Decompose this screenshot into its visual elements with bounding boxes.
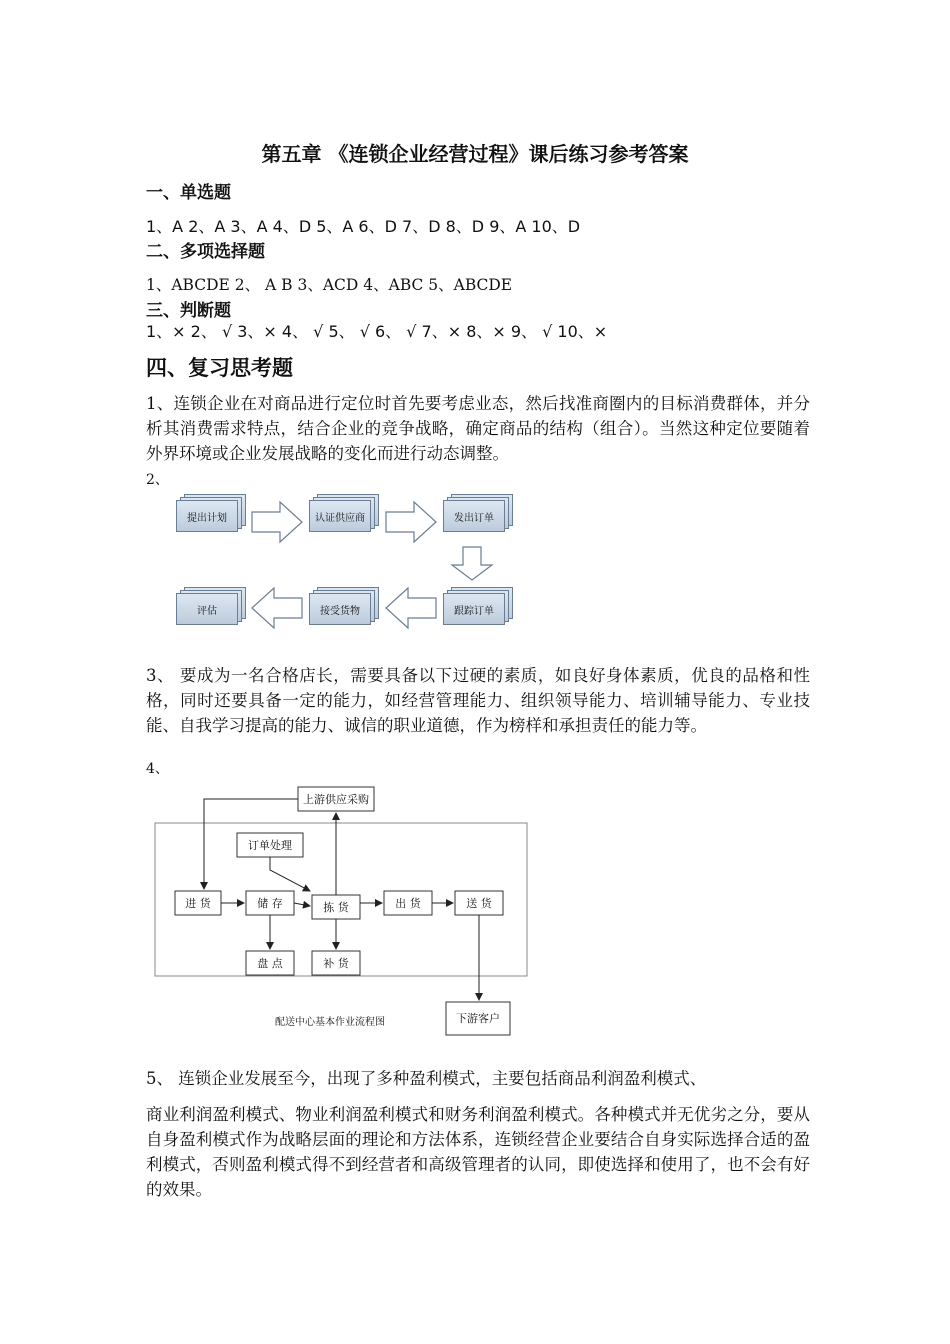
answer-5-body: 商业利润盈利模式、物业利润盈利模式和财务利润盈利模式。各种模式并无优劣之分，要从自身盈利模式作为战略层面的理论和方法体系，连锁经营企业要结合自身实际选择合适的盈利模式，否则盈利模式得不到经营者和高级管理者的认同，即使选择和使用了，也不会有好的效果。 (146, 1105, 810, 1199)
flow-step-certify-supplier: 认证供应商 (309, 500, 371, 530)
flow-step-plan: 提出计划 (176, 500, 238, 530)
label-inventory-count: 盘 点 (257, 957, 283, 970)
section-heading-single-choice: 一、单选题 (146, 183, 231, 203)
single-choice-answers: 1、A 2、A 3、A 4、D 5、A 6、D 7、D 8、D 9、A 10、D (146, 217, 581, 236)
page-title: 第五章 《连锁企业经营过程》课后练习参考答案 (261, 142, 689, 166)
flow-step-track-order: 跟踪订单 (443, 593, 505, 623)
label-storage: 储 存 (257, 897, 283, 910)
section-heading-multiple-choice: 二、多项选择题 (146, 242, 265, 262)
flow-step-receive-goods: 接受货物 (309, 593, 371, 623)
diagram-caption: 配送中心基本作业流程图 (275, 1017, 385, 1028)
label-order-processing: 订单处理 (248, 839, 292, 852)
multiple-choice-answers: 1、ABCDE 2、 A B 3、ACD 4、ABC 5、ABCDE (146, 276, 513, 294)
label-shipping: 出 货 (395, 897, 421, 910)
label-receiving: 进 货 (185, 897, 211, 910)
arrow-storage-to-picking (294, 903, 310, 906)
answer-5-first-line: 5、 连锁企业发展至今，出现了多种盈利模式，主要包括商品利润盈利模式、 (146, 1069, 707, 1088)
flow-step-evaluate: 评估 (176, 593, 238, 623)
answer-4-label: 4、 (146, 761, 169, 777)
label-replenishment: 补 货 (323, 957, 349, 970)
answer-1: 1、连锁企业在对商品进行定位时首先要考虑业态，然后找准商圈内的目标消费群体，并分析其消费需求特点，结合企业的竞争战略，确定商品的结构（组合）。当然这种定位要随着外界环境或企业发展战略的变化而进行动态调整。 (146, 394, 810, 463)
true-false-answers: 1、× 2、 √ 3、× 4、 √ 5、 √ 6、 √ 7、× 8、× 9、 √ 10、× (146, 322, 608, 341)
label-downstream-customer: 下游客户 (456, 1012, 500, 1025)
answer-2-label: 2、 (146, 472, 169, 488)
label-delivery: 送 货 (466, 897, 492, 910)
answer-3: 3、 要成为一名合格店长，需要具备以下过硬的素质，如良好身体素质，优良的品格和性格，同时还要具备一定的能力，如经营管理能力、组织领导能力、培训辅导能力、专业技能、自我学习提高的能力、诚信的职业道德，作为榜样和承担责任的能力等。 (146, 666, 810, 735)
label-picking: 拣 货 (323, 901, 349, 914)
flow-step-issue-order: 发出订单 (443, 500, 505, 530)
label-upstream: 上游供应采购 (303, 793, 369, 806)
arrow-order-to-picking (270, 857, 310, 891)
section-heading-review: 四、复习思考题 (146, 356, 293, 380)
section-heading-true-false: 三、判断题 (146, 301, 231, 321)
